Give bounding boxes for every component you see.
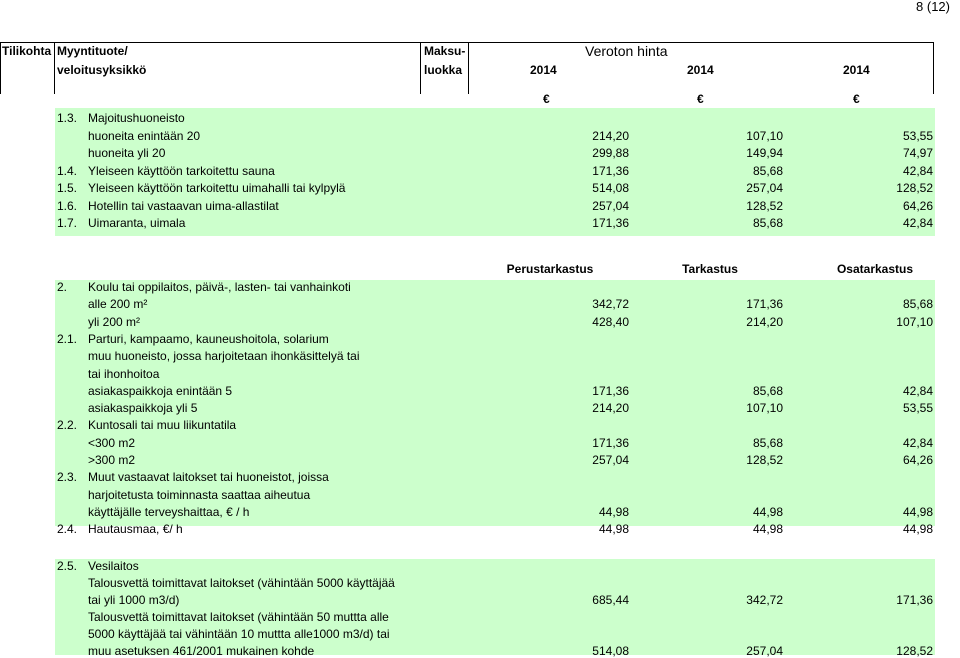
row-value: 44,98 (902, 504, 933, 519)
row-label: yli 200 m² (88, 314, 141, 329)
header-divider (468, 42, 469, 94)
row-label: tai yli 1000 m3/d) (88, 593, 180, 607)
row-value: 171,36 (746, 297, 783, 312)
row-code: 2.4. (57, 522, 78, 537)
row-label: tai ihonhoitoa (88, 366, 160, 381)
col-header-tarkastus: Tarkastus (682, 262, 738, 276)
row-label: Yleiseen käyttöön tarkoitettu sauna (88, 163, 275, 178)
row-value: 44,98 (752, 504, 783, 519)
row-label: Hotellin tai vastaavan uima-allastilat (88, 198, 279, 213)
header-maksu: Maksu- (424, 44, 466, 58)
row-label: >300 m2 (88, 453, 136, 467)
row-code: 2. (57, 280, 68, 294)
row-code: 2.2. (57, 418, 78, 433)
header-luokka: luokka (424, 63, 463, 77)
row-label: Kuntosali tai muu liikuntatila (88, 418, 237, 433)
row-label: Parturi, kampaamo, kauneushoitola, solarium (88, 331, 329, 346)
row-value: 44,98 (598, 522, 629, 537)
currency-col-3: € (853, 92, 860, 106)
row-value: 85,68 (752, 163, 783, 178)
row-value: 44,98 (598, 504, 629, 519)
col-header-perustarkastus: Perustarkastus (506, 262, 594, 276)
row-label: 5000 käyttäjää tai vähintään 10 muttta alle1000 m3/d) tai (88, 627, 390, 641)
row-label: Uimaranta, uimala (88, 216, 186, 230)
row-value: 171,36 (896, 593, 933, 607)
row-value: 257,04 (592, 198, 629, 213)
row-value: 107,10 (896, 314, 933, 329)
currency-col-2: € (697, 92, 704, 106)
currency-col-1: € (543, 92, 550, 106)
row-value: 85,68 (752, 435, 783, 450)
row-value: 107,10 (746, 401, 783, 416)
row-value: 128,52 (896, 181, 933, 195)
row-label: käyttäjälle terveyshaittaa, € / h (88, 504, 250, 519)
row-label: huoneita yli 20 (88, 146, 166, 160)
row-value: 53,55 (902, 128, 933, 143)
row-value: 74,97 (902, 146, 933, 160)
row-label: Yleiseen käyttöön tarkoitettu uimahalli tai kylpylä (88, 181, 346, 195)
row-value: 53,55 (902, 401, 933, 416)
row-label: muu huoneisto, jossa harjoitetaan ihonkäsittelyä tai (88, 349, 360, 364)
row-value: 342,72 (592, 297, 629, 312)
row-value: 171,36 (592, 216, 629, 230)
row-value: 85,68 (902, 297, 933, 312)
row-value: 107,10 (746, 128, 783, 143)
row-value: 85,68 (752, 383, 783, 398)
page-number: 8 (12) (916, 0, 950, 14)
year-col-2: 2014 (687, 63, 714, 77)
row-value: 171,36 (592, 383, 629, 398)
row-value: 299,88 (592, 146, 629, 160)
row-label: muu asetuksen 461/2001 mukainen kohde (88, 644, 315, 658)
row-value: 342,72 (746, 593, 783, 607)
row-value: 428,40 (592, 314, 629, 329)
row-value: 171,36 (592, 163, 629, 178)
row-label: alle 200 m² (88, 297, 148, 312)
header-divider (420, 42, 421, 94)
row-code: 1.4. (57, 163, 78, 178)
row-value: 42,84 (902, 435, 933, 450)
row-value: 257,04 (746, 644, 783, 658)
row-value: 514,08 (592, 181, 629, 195)
row-code: 1.7. (57, 216, 78, 230)
row-code: 2.1. (57, 331, 78, 346)
row-label: harjoitetusta toiminnasta saattaa aiheutua (88, 487, 311, 502)
row-label: asiakaspaikkoja yli 5 (88, 401, 198, 416)
row-value: 257,04 (592, 453, 629, 467)
row-value: 149,94 (746, 146, 783, 160)
row-label: asiakaspaikkoja enintään 5 (88, 383, 233, 398)
row-value: 514,08 (592, 644, 629, 658)
row-code: 2.3. (57, 470, 78, 485)
row-value: 42,84 (902, 383, 933, 398)
header-veloitusyksikko: veloitusyksikkö (57, 63, 147, 77)
row-value: 128,52 (746, 198, 783, 213)
row-value: 44,98 (902, 522, 933, 537)
row-value: 85,68 (752, 216, 783, 230)
row-label: <300 m2 (88, 435, 136, 450)
row-label: Muut vastaavat laitokset tai huoneistot, joissa (88, 470, 329, 485)
col-header-osatarkastus: Osatarkastus (836, 262, 914, 276)
row-value: 214,20 (592, 401, 629, 416)
row-value: 214,20 (746, 314, 783, 329)
row-label: Majoitushuoneisto (88, 111, 185, 125)
row-label: Hautausmaa, €/ h (88, 522, 183, 537)
header-myyntituote: Myyntituote/ (57, 44, 128, 58)
row-code: 1.6. (57, 198, 78, 213)
row-label: Talousvettä toimittavat laitokset (vähintään 5000 käyttäjää (88, 576, 395, 590)
row-value: 128,52 (896, 644, 933, 658)
row-value: 171,36 (592, 435, 629, 450)
row-value: 42,84 (902, 163, 933, 178)
header-veroton-hinta: Veroton hinta (585, 43, 668, 59)
row-value: 685,44 (592, 593, 629, 607)
row-value: 64,26 (902, 453, 933, 467)
year-col-1: 2014 (530, 63, 557, 77)
row-value: 44,98 (752, 522, 783, 537)
row-code: 1.3. (57, 111, 78, 125)
row-code: 2.5. (57, 559, 78, 573)
row-label: Koulu tai oppilaitos, päivä-, lasten- tai vanhainkoti (88, 280, 351, 294)
row-value: 42,84 (902, 216, 933, 230)
row-label: Talousvettä toimittavat laitokset (vähintään 50 muttta alle (88, 610, 389, 624)
row-value: 128,52 (746, 453, 783, 467)
row-label: huoneita enintään 20 (88, 128, 201, 143)
row-value: 257,04 (746, 181, 783, 195)
row-label: Vesilaitos (88, 559, 139, 573)
row-value: 64,26 (902, 198, 933, 213)
row-code: 1.5. (57, 181, 78, 195)
header-divider (54, 42, 55, 94)
row-value: 214,20 (592, 128, 629, 143)
header-tilikohta: Tilikohta (2, 44, 52, 58)
year-col-3: 2014 (843, 63, 870, 77)
